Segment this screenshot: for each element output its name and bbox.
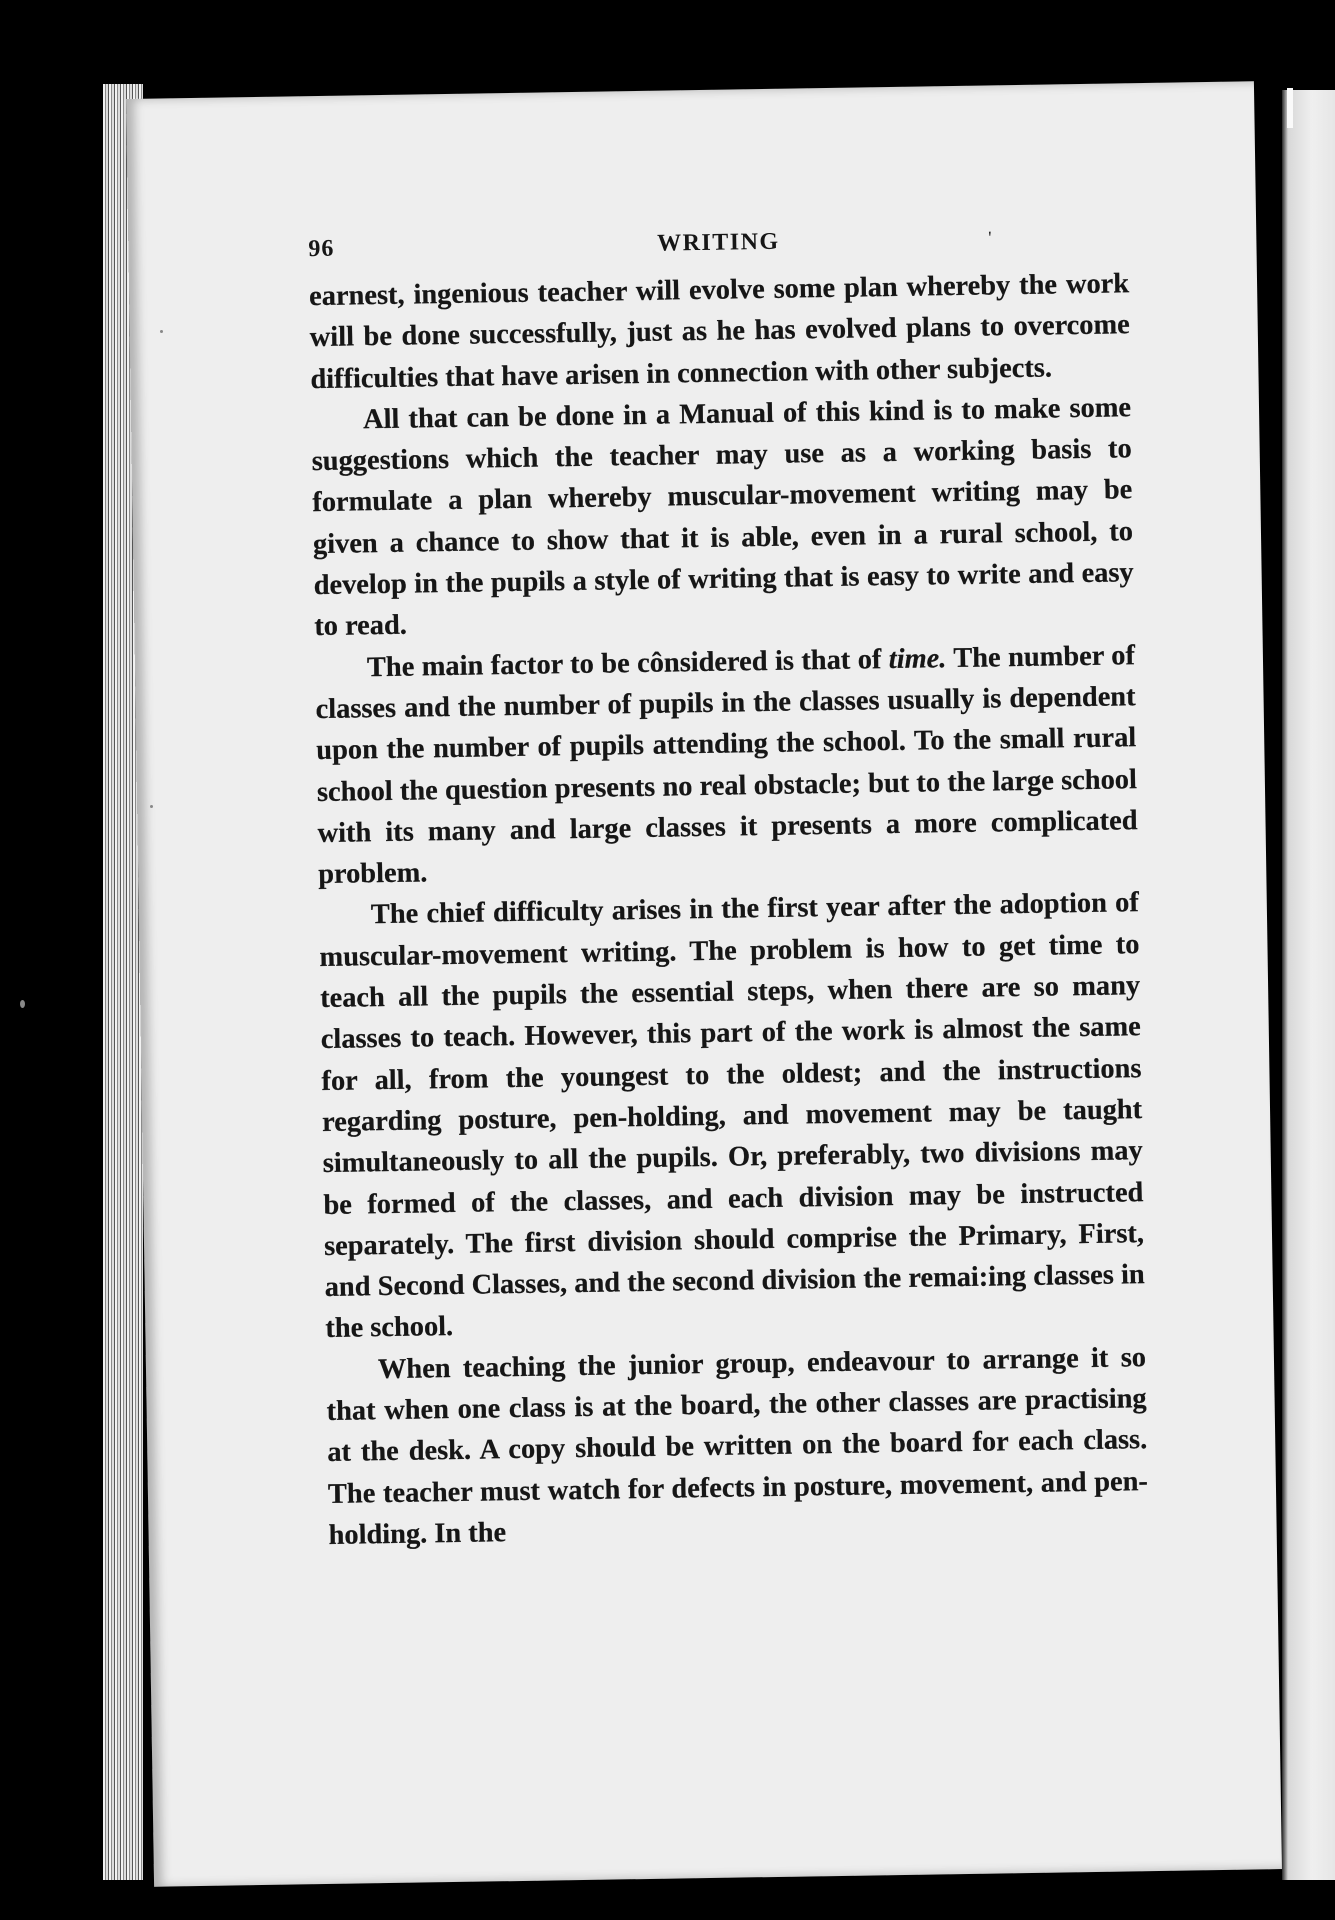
header-mark: ' [988,227,993,248]
paragraph-2: All that can be done in a Manual of this kind is to make some suggestions which the teacher may use as a working basis to formulate a plan whereby muscular-movement writing may be given a chance to show that it is able, even in a rural school, to develop in the pupils a style of writing that is easy to write and easy to read. [311,392,1134,643]
paragraph-5: When teaching the junior group, endeavour to arrange it so that when one class is at the board, the other classes are practising at the desk. A copy should be written on the board for each class. The teacher must watch for defects in posture, movement, and pen-holding. In the [326,1341,1149,1551]
next-page-edge [1282,90,1335,1880]
scan-speck [20,1000,25,1008]
paragraph-4: The chief difficulty arises in the first year after the adoption of muscular-movement writing. The problem is how to get time to teach all the pupils the essential steps, when there are so many classes to teach. However, this part of the work is almost the same for all, from the youngest to the oldest; and the instructions regarding posture, pen-holding, and movement may be taught simultaneously to all the pupils. Or, preferably, two divisions may be formed of the classes, and each division may be instructed separately. The first division should comprise the Primary, First, and Second Classes, and the second division the remai:ing classes in the school. [319,887,1145,1345]
paragraph-1: earnest, ingenious teacher will evolve some plan whereby the work will be done successfully, just as he has evolved plans to overcome difficulties that have arisen in connection with other subjects. [308,268,1130,395]
scan-speck [160,330,163,333]
page-number: 96 [308,235,335,263]
page-text [308,223,1149,1556]
emphasis-time: time. [888,642,947,675]
gutter-mark [1287,88,1293,128]
book-page [126,81,1282,1886]
scan-speck [150,805,153,808]
paragraph-3-rest: The number of classes and the number of pupils in the classes usually is dependent upon the number of pupils attending the school. To the small rural school the question presents no real obstacle; but to the large school with its many and large classes it presents a more complicated problem. [315,639,1138,891]
paragraph-3-lead: The main factor to be cônsidered is that of [366,643,882,683]
running-title: WRITING [656,228,780,257]
paragraph-3 [315,635,1139,896]
